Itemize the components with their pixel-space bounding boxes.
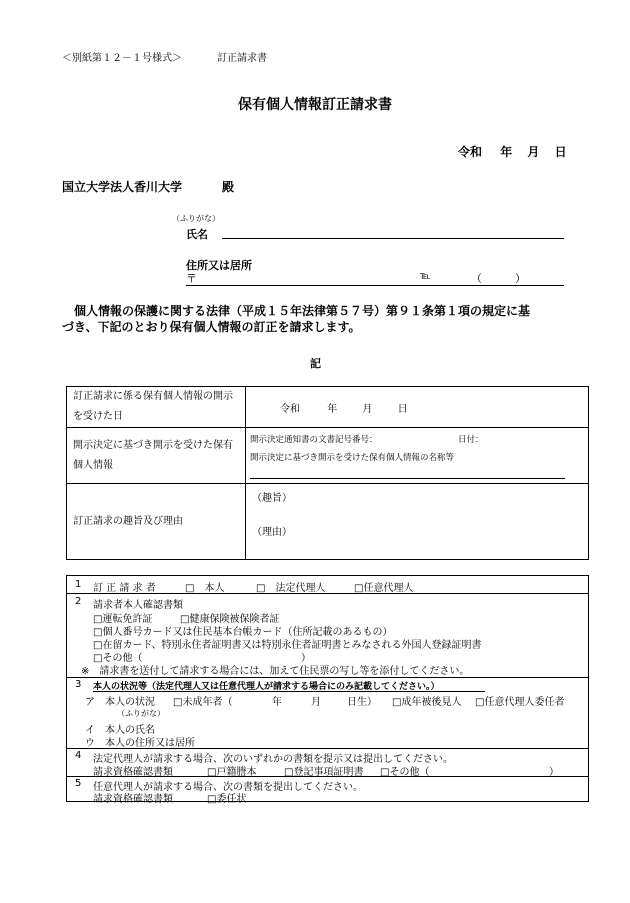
document-title: 保有個人情報訂正請求書 (238, 97, 392, 113)
s3-u-label: ウ 本人の住所又は居所 (85, 738, 195, 749)
s3-a-label: ア 本人の状況 (85, 697, 155, 708)
disclosure-year: 年 (327, 403, 338, 415)
request-table (66, 386, 589, 560)
s2-item-mynumber[interactable]: □個人番号カード又は住民基本台帳カード（住所記載のあるもの） (93, 627, 393, 638)
s5-option-proxy[interactable]: □委任状 (207, 794, 247, 805)
purpose-label: （趣旨） (252, 493, 292, 504)
s4-option-registry[interactable]: □登記事項証明書 (284, 767, 364, 778)
s2-item-insurance[interactable]: □健康保険被保険者証 (180, 614, 280, 625)
body-line-2: づき、下記のとおり保有個人情報の訂正を請求します。 (62, 320, 361, 334)
name-label: 氏名 (186, 228, 208, 241)
ki-heading: 記 (310, 357, 321, 370)
s2-number: 2 (75, 596, 82, 607)
s4-title: 法定代理人が請求する場合、次のいずれかの書類を提示又は提出してください。 (93, 754, 453, 765)
s1-option-self[interactable]: □ 本人 (185, 583, 225, 594)
s2-item-other[interactable]: □その他（ (93, 653, 143, 664)
s3-i-label: イ 本人の氏名 (85, 725, 155, 736)
table-row (67, 428, 589, 484)
address-field-line[interactable] (186, 285, 564, 286)
notes-box (66, 575, 589, 805)
purpose-reason-label: 訂正請求の趣旨及び理由 (67, 484, 246, 560)
s3-a-adult[interactable]: □成年被後見人 (392, 697, 462, 708)
s2-divider (67, 593, 588, 594)
s1-option-legal[interactable]: □ 法定代理人 (256, 583, 326, 594)
s3-title-underline (93, 691, 485, 692)
s1-option-agent[interactable]: □任意代理人 (354, 583, 414, 594)
doc-number-label: 開示決定通知書の文書記号番号： (250, 435, 378, 445)
purpose-reason-field[interactable] (246, 484, 589, 560)
s2-title: 請求者本人確認書類 (93, 600, 183, 611)
address-label: 住所又は居所 (186, 259, 252, 272)
form-name: 訂正請求書 (217, 53, 267, 64)
table-row (67, 484, 589, 560)
table-row (67, 387, 589, 428)
s4-option-other-close: ） (549, 767, 559, 778)
postal-mark: 〒 (186, 272, 197, 285)
s5-title: 任意代理人が請求する場合、次の書類を提出してください。 (93, 782, 363, 793)
date-month: 月 (527, 145, 540, 159)
form-number: ＜別紙第１２－１号様式＞ (62, 53, 182, 64)
s4-option-koseki[interactable]: □戸籍謄本 (207, 767, 257, 778)
disclosure-date-field[interactable] (246, 387, 589, 428)
disclosed-info-label: 開示決定に基づき開示を受けた保有個人情報 (67, 428, 246, 484)
doc-date-label: 日付： (458, 435, 484, 445)
info-name-label: 開示決定に基づき開示を受けた保有個人情報の名称等 (250, 453, 455, 463)
tel-icon: ℡ (420, 271, 431, 282)
body-line-1: 個人情報の保護に関する法律（平成１５年法律第５７号）第９１条第１項の規定に基 (62, 304, 531, 318)
s5-docs-label: 請求資格確認書類 (93, 794, 173, 805)
s3-a-month: 月 (311, 697, 321, 708)
disclosure-era: 令和 (280, 403, 300, 415)
disclosure-day: 日 (397, 403, 408, 415)
s2-note: ※ 請求書を送付して請求する場合には、加えて住民票の写し等を添付してください。 (81, 666, 470, 677)
tel-paren-open: （ (471, 272, 482, 285)
name-field-line[interactable] (222, 238, 564, 239)
s4-number: 4 (75, 750, 82, 761)
s4-docs-label: 請求資格確認書類 (93, 767, 173, 778)
addressee-name: 国立大学法人香川大学 (62, 180, 183, 194)
s1-number: 1 (75, 579, 82, 590)
disclosed-info-field[interactable] (246, 428, 589, 484)
reason-label: （理由） (252, 527, 292, 538)
disclosure-date-label: 訂正請求に係る保有個人情報の開示を受けた日 (67, 387, 246, 428)
s3-divider (67, 677, 588, 678)
tel-paren-close: ） (515, 272, 526, 285)
request-date (458, 143, 567, 160)
s3-a-born: 日生） (347, 697, 377, 708)
s3-a-minor[interactable]: □未成年者（ (173, 697, 233, 708)
info-name-line[interactable] (250, 478, 565, 479)
s5-number: 5 (75, 778, 82, 789)
s2-item-other-close: ） (301, 653, 311, 664)
date-year: 年 (500, 145, 513, 159)
addressee-honorific: 殿 (222, 180, 235, 194)
s2-item-license[interactable]: □運転免許証 (93, 614, 153, 625)
s3-title: 本人の状況等（法定代理人又は任意代理人が請求する場合にのみ記載してください。） (93, 682, 440, 692)
s3-a-year: 年 (272, 697, 282, 708)
date-era: 令和 (458, 145, 483, 159)
s1-title: 訂 正 請 求 者 (93, 583, 156, 594)
s4-divider (67, 748, 588, 749)
disclosure-month: 月 (362, 403, 373, 415)
s3-furigana: （ふりがな） (117, 709, 165, 718)
s5-divider (67, 776, 588, 777)
name-furigana-label: （ふりがな） (172, 214, 220, 223)
date-day: 日 (554, 145, 567, 159)
s3-a-agent[interactable]: □任意代理人委任者 (475, 697, 565, 708)
s3-number: 3 (75, 679, 82, 690)
s2-item-residence[interactable]: □在留カード、特別永住者証明書又は特別永住者証明書とみなされる外国人登録証明書 (93, 640, 482, 651)
s4-option-other[interactable]: □その他（ (380, 767, 430, 778)
